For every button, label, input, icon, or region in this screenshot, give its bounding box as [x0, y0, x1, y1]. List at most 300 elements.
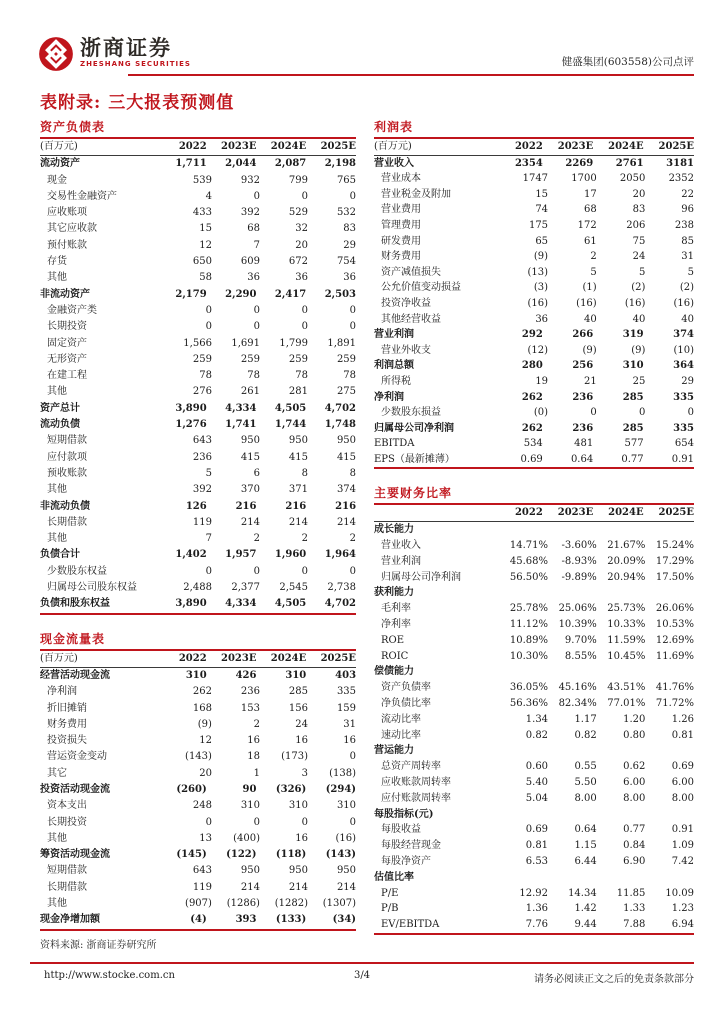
row-label: 净负债比率 [381, 698, 431, 710]
row-label: 流动资产 [40, 158, 80, 170]
cell-value: 285 [622, 422, 644, 434]
cell-value: 85 [681, 235, 695, 247]
cell-value: 2,044 [225, 158, 257, 170]
table-row [40, 336, 356, 352]
cell-value: 78 [343, 370, 357, 382]
cell-value: 56.36% [509, 698, 549, 710]
cell-value: 0 [253, 304, 260, 316]
cell-value: 2,503 [324, 288, 357, 300]
cell-value: 12.69% [655, 634, 695, 646]
cell-value [644, 664, 694, 680]
cell-value: 0 [205, 304, 212, 316]
cell-value: (143) [185, 751, 212, 763]
cell-value: 21.67% [607, 540, 646, 552]
cashflow-table [40, 630, 356, 931]
cell-value: (16) [673, 297, 695, 309]
cell-value: 236 [572, 391, 594, 403]
cell-value: 266 [572, 329, 594, 341]
cell-value: 1700 [571, 173, 597, 185]
cell-value: 285 [622, 391, 644, 403]
table-row [40, 547, 356, 563]
cell-value: (145) [176, 849, 207, 861]
cell-value: (16) [624, 297, 646, 309]
cell-value: 0.82 [525, 729, 549, 741]
cell-value: 2269 [565, 157, 594, 169]
cell-value: 7.88 [623, 919, 646, 931]
table-row [374, 633, 694, 649]
cell-value: 364 [673, 360, 695, 372]
brand-name-cn: 浙商证券 [80, 36, 172, 60]
cell-value: 29 [681, 375, 695, 387]
row-label: 每股净资产 [381, 856, 431, 867]
cell-value: 168 [192, 702, 212, 714]
cell-value: 932 [240, 174, 260, 186]
cell-value: (12) [527, 344, 549, 356]
cell-value: 0.81 [671, 729, 695, 741]
cell-value: 1.36 [525, 903, 549, 915]
cell-value: 17.29% [655, 555, 695, 567]
cell-value: 765 [336, 174, 357, 186]
cell-value: 11.12% [509, 619, 549, 631]
row-label: EBITDA [374, 438, 415, 450]
cell-value: 0 [205, 565, 212, 577]
cell-value: 1 [253, 767, 260, 779]
cell-value: 58 [199, 272, 212, 284]
cell-value [593, 870, 643, 886]
cell-value: 0.81 [525, 840, 549, 852]
cell-value: (173) [281, 751, 308, 763]
cell-value: 4,505 [274, 402, 307, 414]
row-label: 无形资产 [47, 353, 87, 365]
cell-value: 335 [336, 686, 357, 698]
row-label: 其他 [47, 832, 67, 844]
cell-value: 214 [288, 516, 308, 528]
cashflow-header [40, 651, 356, 668]
income-statement-body [374, 156, 694, 470]
table-row [374, 775, 694, 791]
cell-value: (294) [325, 783, 357, 795]
cell-value: 392 [240, 207, 260, 219]
cell-value: (260) [176, 783, 207, 795]
cashflow-body [40, 668, 356, 931]
header-rule [128, 74, 694, 76]
cell-value: 7.42 [671, 856, 695, 867]
cell-value: 7.76 [525, 919, 549, 931]
cell-value [543, 807, 593, 823]
cell-value [644, 585, 694, 601]
table-row [40, 749, 356, 765]
cell-value: 280 [521, 360, 543, 372]
cell-value: 1,957 [225, 549, 257, 561]
cell-value: 5.04 [525, 792, 549, 804]
table-row [40, 433, 356, 449]
table-row [374, 522, 694, 538]
cell-value: 262 [521, 422, 543, 434]
row-label: 长期借款 [47, 881, 87, 893]
cell-value: 0.77 [621, 453, 644, 465]
cell-value: 393 [235, 914, 257, 926]
row-label: EPS（最新摊薄） [374, 453, 455, 465]
cell-value: 10.45% [607, 650, 646, 662]
income-statement-header [374, 139, 694, 156]
table-row [40, 401, 356, 417]
cell-value: 0 [349, 816, 357, 828]
table-row [374, 712, 694, 728]
cell-value: 2,198 [324, 158, 357, 170]
cell-value: 32 [295, 223, 308, 235]
cell-value: 374 [673, 329, 695, 341]
row-label: 净利率 [381, 619, 411, 631]
cell-value: 175 [528, 219, 549, 231]
table-row [40, 189, 356, 205]
cell-value: 532 [336, 207, 357, 219]
table-row [40, 580, 356, 596]
cell-value: (400) [233, 832, 260, 844]
table-row [40, 912, 356, 928]
cell-value: 1,276 [175, 419, 207, 431]
row-label: 营业收入 [374, 157, 414, 169]
cell-value: 29 [343, 239, 357, 251]
cell-value: 10.39% [558, 619, 597, 631]
cell-value: 335 [673, 391, 695, 403]
year-header: 2023E [557, 141, 594, 152]
year-header: 2023E [221, 141, 257, 152]
cell-value: (1282) [274, 898, 308, 910]
cell-value: (9) [631, 344, 646, 356]
cell-value: 0.77 [623, 824, 646, 836]
cell-value [492, 585, 542, 601]
table-row [374, 917, 694, 933]
cell-value: 4,702 [324, 402, 357, 414]
row-label: 负债合计 [40, 549, 80, 561]
cell-value: 65 [535, 235, 549, 247]
page-number: 3/4 [353, 970, 371, 981]
table-row [374, 538, 694, 554]
row-label: 短期借款 [47, 435, 87, 447]
row-label: 金融资产类 [47, 304, 97, 316]
cell-value: (16) [335, 832, 357, 844]
cell-value: 0.64 [570, 453, 594, 465]
cell-value: 1.33 [623, 903, 646, 915]
cell-value: 216 [235, 500, 257, 512]
row-label: 其它应收款 [47, 223, 97, 235]
cell-value: 96 [681, 204, 695, 216]
row-label: ROE [381, 634, 405, 646]
cell-value: 259 [288, 353, 308, 365]
cell-value: 236 [192, 451, 212, 463]
table-row [374, 296, 694, 312]
cell-value: (0) [533, 407, 549, 419]
cell-value: 9.44 [574, 919, 597, 931]
cell-value: 10.30% [509, 650, 549, 662]
cell-value: 216 [285, 500, 307, 512]
year-header: 2023E [221, 652, 257, 664]
table-row [40, 701, 356, 717]
cell-value: 16 [295, 735, 308, 747]
table-row [40, 450, 356, 466]
cell-value: 20.09% [607, 555, 646, 567]
brand-emblem-icon [38, 36, 74, 72]
cell-value [492, 664, 542, 680]
table-row [40, 499, 356, 515]
cell-value [593, 585, 643, 601]
table-row [374, 649, 694, 665]
table-row [40, 466, 356, 482]
cell-value: 2761 [615, 157, 644, 169]
table-row [374, 234, 694, 250]
cell-value: 61 [583, 235, 597, 247]
year-header: 2022 [514, 507, 543, 519]
right-column [374, 118, 694, 950]
row-label: 其他 [47, 272, 67, 284]
cell-value: 6.90 [623, 856, 646, 867]
cell-value: 281 [288, 386, 308, 398]
cell-value: 8 [301, 467, 308, 479]
cell-value: 2050 [619, 173, 646, 185]
row-label: 偿债能力 [374, 666, 414, 678]
cell-value: (138) [329, 767, 357, 779]
cell-value: (9) [582, 344, 597, 356]
table-row [40, 564, 356, 580]
row-label: 营业费用 [381, 204, 421, 216]
cell-value: 481 [574, 438, 594, 450]
cell-value: 6.44 [574, 856, 597, 867]
table-row [40, 384, 356, 400]
cell-value: (2) [679, 282, 695, 294]
row-label: 营业外收支 [381, 344, 431, 356]
cell-value: -8.93% [561, 555, 597, 567]
cell-value: 310 [622, 360, 644, 372]
table-row [374, 554, 694, 570]
row-label: 投资损失 [47, 735, 87, 747]
table-row [374, 886, 694, 902]
row-label: 经营活动现金流 [40, 669, 110, 681]
cell-value: 15 [199, 223, 212, 235]
year-header: 2023E [557, 507, 594, 519]
cell-value [543, 870, 593, 886]
table-row [374, 570, 694, 586]
cell-value: 8.55% [564, 650, 597, 662]
year-header: 2024E [270, 652, 307, 664]
cell-value: 78 [247, 370, 260, 382]
row-label: 所得税 [381, 375, 411, 387]
cell-value: 2354 [514, 157, 543, 169]
cell-value: 1,741 [225, 419, 257, 431]
cell-value [593, 743, 643, 759]
cell-value: 950 [288, 865, 308, 877]
cell-value: 236 [572, 422, 594, 434]
cell-value: 2 [590, 251, 597, 263]
table-row [40, 815, 356, 831]
table-row [374, 218, 694, 234]
cell-value: 10.89% [509, 634, 549, 646]
table-row [40, 531, 356, 547]
cell-value: 248 [192, 800, 212, 812]
cell-value: 5 [590, 266, 597, 278]
cell-value: 10.33% [607, 619, 646, 631]
source-note: 资料来源: 浙商证券研究所 [40, 940, 157, 951]
row-label: 其它 [47, 767, 67, 779]
table-row [374, 759, 694, 775]
row-label: 营业成本 [381, 173, 421, 185]
cell-value: 415 [288, 451, 308, 463]
cell-value: 950 [240, 435, 260, 447]
cell-value: 71.72% [655, 698, 695, 710]
row-label: 营业税金及附加 [381, 188, 451, 200]
cell-value: 153 [240, 702, 260, 714]
cell-value: 236 [240, 686, 260, 698]
cell-value: 12 [199, 239, 212, 251]
cell-value: 68 [583, 204, 597, 216]
cell-value: 36 [535, 313, 549, 325]
row-label: 存货 [47, 256, 67, 268]
cell-value: 6.00 [671, 777, 695, 789]
cell-value: 15 [535, 188, 549, 200]
cell-value: 17.50% [655, 571, 695, 583]
cell-value: 36 [247, 272, 260, 284]
cell-value: 126 [185, 500, 207, 512]
cell-value [593, 522, 643, 538]
cell-value: 2,488 [183, 582, 212, 594]
cell-value [644, 870, 694, 886]
cell-value: 56.50% [509, 571, 549, 583]
cell-value: 9.70% [564, 634, 597, 646]
left-column [40, 118, 356, 946]
cell-value: (133) [275, 914, 307, 926]
table-row [374, 343, 694, 359]
table-row [374, 696, 694, 712]
cell-value: 0 [301, 565, 308, 577]
cell-value [543, 743, 593, 759]
financial-ratios-title: 主要财务比率 [374, 484, 694, 505]
unit-label: (百万元) [40, 141, 78, 152]
cell-value: 40 [681, 313, 695, 325]
row-label: 其他 [47, 898, 67, 910]
row-label: 现金净增加额 [40, 914, 100, 926]
cell-value: 14.71% [509, 540, 549, 552]
cell-value: 12 [199, 735, 212, 747]
table-row [374, 280, 694, 296]
balance-sheet-header [40, 139, 356, 156]
table-row [374, 327, 694, 343]
row-label: 负债和股东权益 [40, 598, 110, 610]
table-row [374, 249, 694, 265]
cell-value: 0.82 [574, 729, 597, 741]
cell-value: 319 [622, 329, 644, 341]
cell-value: (1286) [226, 898, 260, 910]
cell-value: (118) [275, 849, 307, 861]
table-row [374, 452, 694, 468]
cell-value: 26.06% [655, 603, 695, 615]
year-header: 2024E [608, 507, 644, 519]
row-label: 少数股东损益 [381, 407, 441, 419]
cell-value: 262 [521, 391, 543, 403]
cell-value: (326) [275, 783, 307, 795]
cell-value: 214 [288, 881, 308, 893]
cell-value: 261 [240, 386, 260, 398]
cell-value: 206 [626, 219, 646, 231]
cell-value: 68 [247, 223, 260, 235]
income-statement-table [374, 118, 694, 469]
cell-value: 310 [336, 800, 357, 812]
cell-value: 292 [521, 329, 543, 341]
cell-value: 16 [247, 735, 260, 747]
table-row [40, 270, 356, 286]
cell-value: 0.69 [671, 761, 695, 773]
cell-value: 1,799 [279, 337, 308, 349]
row-label: 非流动资产 [40, 288, 90, 300]
row-label: 财务费用 [47, 718, 87, 730]
table-row [40, 717, 356, 733]
table-row [374, 202, 694, 218]
cell-value: (13) [527, 266, 549, 278]
cell-value: 259 [192, 353, 212, 365]
cell-value: -9.89% [561, 571, 597, 583]
year-header: 2024E [608, 141, 644, 152]
cell-value: 6.53 [525, 856, 549, 867]
cell-value: 8.00 [574, 792, 597, 804]
table-row [374, 664, 694, 680]
cashflow-title: 现金流量表 [40, 630, 356, 651]
table-row [40, 287, 356, 303]
cell-value [644, 807, 694, 823]
cell-value [593, 807, 643, 823]
cell-value: 11.59% [607, 634, 646, 646]
cell-value: 36 [295, 272, 308, 284]
row-label: 每股指标(元) [374, 808, 434, 820]
unit-label: (百万元) [374, 141, 412, 152]
cell-value: (10) [673, 344, 695, 356]
table-row [40, 596, 356, 612]
document-reference: 健盛集团(603558)公司点评 [561, 56, 694, 68]
cell-value: 74 [535, 204, 549, 216]
cell-value: 754 [336, 256, 357, 268]
cell-value: 2,417 [274, 288, 307, 300]
cell-value: 18 [247, 751, 260, 763]
row-label: 其他 [47, 484, 67, 496]
row-label: 毛利率 [381, 603, 411, 615]
row-label: 营业收入 [381, 540, 421, 552]
cell-value [543, 664, 593, 680]
cell-value: 25.73% [607, 603, 646, 615]
cell-value: 0 [253, 321, 260, 333]
cell-value: 799 [288, 174, 308, 186]
cell-value: 75 [632, 235, 646, 247]
cell-value: (143) [325, 849, 357, 861]
row-label: 长期投资 [47, 321, 87, 333]
table-row [374, 405, 694, 421]
cell-value [644, 743, 694, 759]
table-row [374, 728, 694, 744]
cell-value: (3) [533, 282, 549, 294]
cell-value: 6 [253, 467, 260, 479]
cell-value: 950 [336, 865, 357, 877]
table-row [374, 585, 694, 601]
cell-value: 11.85 [616, 887, 646, 899]
cell-value: 5.50 [574, 777, 597, 789]
cell-value: 392 [192, 484, 212, 496]
brand-name-en: ZHESHANG SECURITIES [80, 60, 191, 68]
table-row [40, 319, 356, 335]
cell-value: 6.00 [623, 777, 646, 789]
income-statement-title: 利润表 [374, 118, 694, 139]
cell-value: 415 [240, 451, 260, 463]
cell-value: (9) [197, 718, 212, 730]
cell-value: (16) [527, 297, 549, 309]
cell-value: 24 [295, 718, 308, 730]
year-header: 2022 [514, 141, 543, 152]
table-row [374, 156, 694, 172]
